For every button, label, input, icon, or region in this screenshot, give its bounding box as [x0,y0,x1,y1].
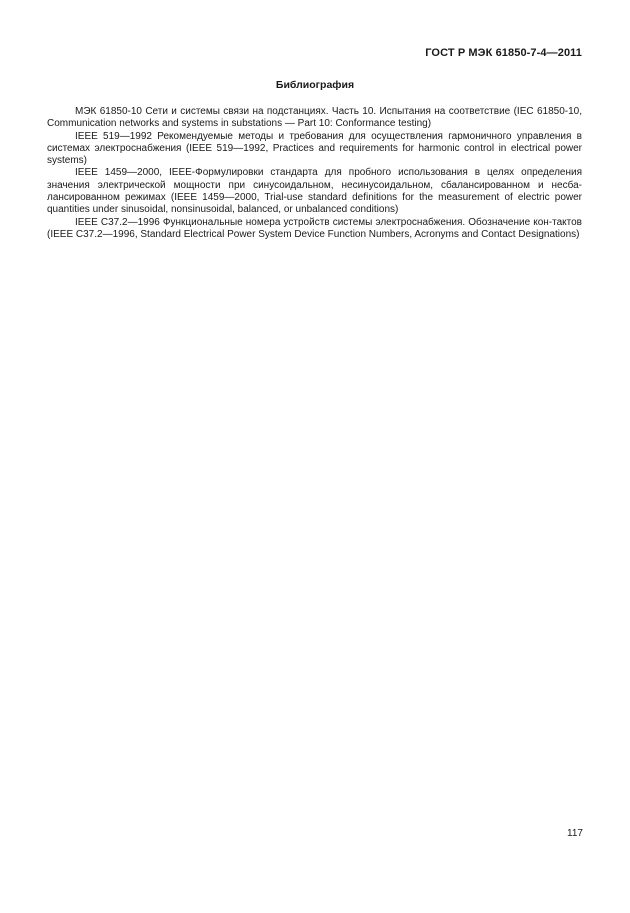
bibliography-list [47,106,582,241]
bibliography-entry: IEEE 1459—2000, IEEE-Формулировки стандарта для пробного использования в целях определения значения электрической мощности при синусоидальном, несинусоидальном, сбалансированном и несба-лансированном режимах (IEEE 1459—2000, Trial-use standard definitions for the measurement of electric power quantities under sinusoidal, nonsinusoidal, balanced, or unbalanced conditions) [47,167,582,216]
section-title: Библиография [275,79,355,91]
bibliography-entry: IEEE 519—1992 Рекомендуемые методы и требования для осуществления гармоничного управления в системах электроснабжения (IEEE 519—1992, Practices and requirements for harmonic control in electrical power systems) [47,130,582,167]
document-header: ГОСТ Р МЭК 61850-7-4—2011 [425,47,582,59]
bibliography-entry: IEEE C37.2—1996 Функциональные номера устройств системы электроснабжения. Обозначение кон-тактов (IEEE C37.2—1996, Standard Electrical Power System Device Function Numbers, Acronyms and Contact Designations) [47,216,582,240]
page-number: 117 [567,828,583,839]
bibliography-entry: МЭК 61850-10 Сети и системы связи на подстанциях. Часть 10. Испытания на соответствие (IEC 61850-10, Communication networks and systems in substations — Part 10: Conformance testing) [47,106,582,130]
